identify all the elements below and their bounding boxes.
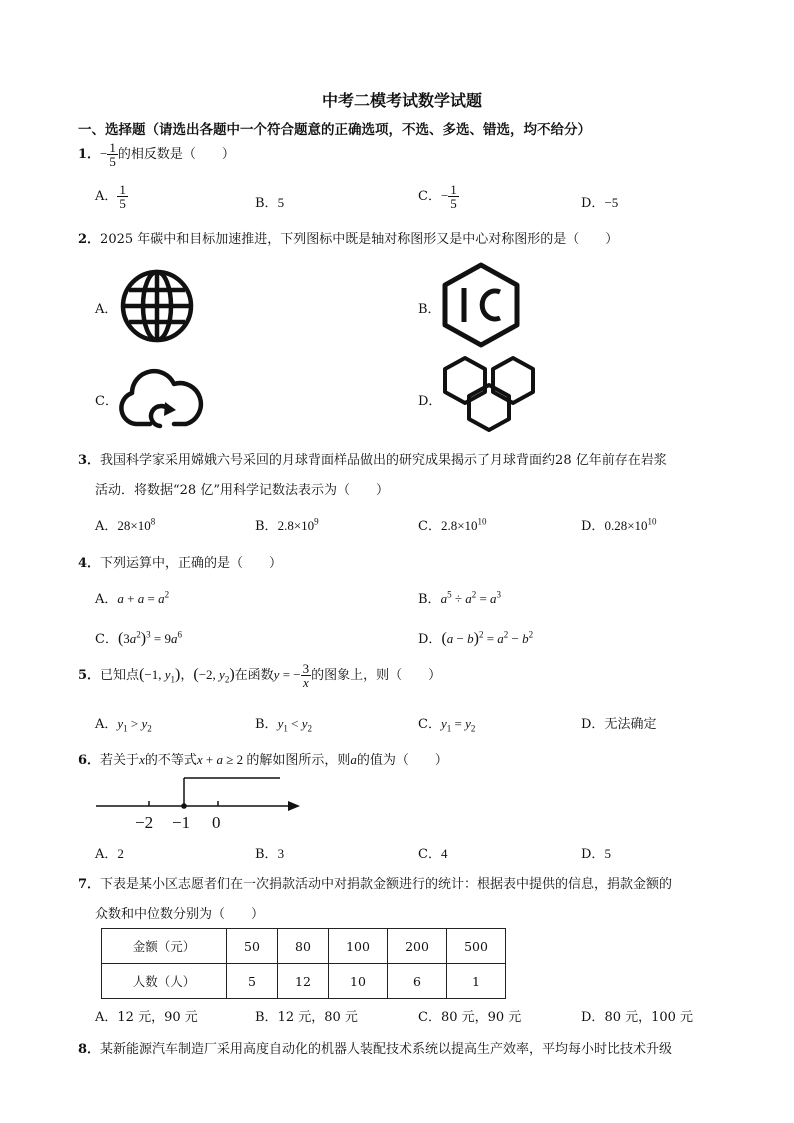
fraction bbox=[301, 662, 312, 689]
math-expression: y bbox=[164, 667, 171, 682]
math-operator: ≥ 2 bbox=[222, 752, 247, 767]
option-text: 无法确定 bbox=[604, 717, 657, 732]
math-operator: = bbox=[483, 631, 498, 646]
math-operator: = bbox=[451, 716, 466, 731]
option-label: D． bbox=[581, 847, 605, 862]
q2-option-b-label[interactable]: B． bbox=[418, 302, 441, 317]
math-expression: a bbox=[490, 591, 497, 606]
option-text: 5 bbox=[604, 846, 611, 861]
q6-option-c[interactable] bbox=[418, 843, 447, 862]
option-label: C． bbox=[418, 519, 441, 534]
numerator: 1 bbox=[109, 140, 116, 155]
table-cell: 100 bbox=[329, 929, 388, 964]
denominator: x bbox=[302, 675, 309, 690]
section-heading: 一、选择题（请选出各题中一个符合题意的正确选项，不选、多选、错选，均不给分） bbox=[78, 122, 591, 138]
page-title: 中考二模考试数学试题 bbox=[322, 91, 483, 110]
subscript: 2 bbox=[307, 723, 312, 734]
option-label: C． bbox=[418, 717, 441, 732]
math-expression: a bbox=[117, 591, 124, 606]
q3-option-b[interactable] bbox=[255, 515, 319, 534]
exponent: 9 bbox=[314, 516, 319, 527]
q3-option-d[interactable] bbox=[581, 515, 657, 534]
table-cell: 10 bbox=[329, 964, 388, 999]
q1-option-c[interactable] bbox=[418, 183, 459, 210]
option-label: D． bbox=[418, 632, 442, 647]
minus-sign: − bbox=[440, 188, 449, 203]
exponent: 2 bbox=[136, 629, 141, 640]
numerator: 3 bbox=[302, 661, 310, 676]
q6-option-d[interactable] bbox=[581, 843, 611, 862]
option-label: C． bbox=[418, 1010, 441, 1025]
q1-option-d[interactable] bbox=[581, 192, 618, 211]
number-line bbox=[94, 774, 304, 834]
question-text: 的解如图所示，则 bbox=[246, 753, 351, 768]
option-text: 2.8×10 bbox=[440, 518, 478, 533]
table-cell: 12 bbox=[278, 964, 329, 999]
option-label: D． bbox=[581, 519, 605, 534]
question-text: 的不等式 bbox=[144, 753, 197, 768]
q7-option-d[interactable] bbox=[581, 1006, 693, 1025]
exponent: 3 bbox=[146, 629, 151, 640]
fraction bbox=[117, 183, 128, 210]
table-cell: 50 bbox=[227, 929, 278, 964]
option-label: B． bbox=[255, 519, 278, 534]
question-text: 若关于 bbox=[100, 753, 140, 768]
option-text: 4 bbox=[440, 846, 448, 861]
math-expression: y bbox=[440, 716, 447, 731]
q4-option-d[interactable] bbox=[418, 628, 533, 648]
exponent: 6 bbox=[177, 629, 182, 640]
math-expression: y bbox=[273, 667, 280, 682]
question-number: 1． bbox=[78, 147, 101, 162]
paren: ( bbox=[441, 630, 447, 647]
question-text: 在函数 bbox=[234, 668, 274, 683]
denominator: 5 bbox=[450, 196, 457, 211]
math-operator: = 9 bbox=[150, 631, 171, 646]
question-stem: 某新能源汽车制造厂采用高度自动化的机器人装配技术系统以提高生产效率，平均每小时比技术升级 bbox=[100, 1042, 673, 1057]
paren: ) bbox=[229, 666, 235, 683]
option-text: 12 元，80 元 bbox=[277, 1010, 358, 1025]
option-text: 80 元，100 元 bbox=[604, 1010, 694, 1025]
table-row bbox=[102, 929, 506, 964]
table-cell: 6 bbox=[388, 964, 447, 999]
paren: ( bbox=[117, 630, 124, 647]
option-text: 80 元，90 元 bbox=[440, 1010, 522, 1025]
math-expression: a bbox=[129, 631, 137, 646]
cloud-refresh-icon bbox=[116, 364, 206, 432]
question-number: 3． bbox=[78, 453, 101, 468]
math-expression: y bbox=[301, 716, 308, 731]
exponent: 8 bbox=[150, 516, 156, 527]
math-expression: 3 bbox=[123, 631, 130, 646]
numerator: 1 bbox=[450, 182, 457, 197]
option-text: 3 bbox=[277, 846, 285, 861]
option-label: C． bbox=[95, 632, 118, 647]
q4-option-a[interactable] bbox=[95, 588, 169, 607]
subscript: 2 bbox=[147, 723, 152, 734]
math-expression: −2, bbox=[198, 667, 220, 682]
question-number: 7． bbox=[78, 877, 101, 892]
q6-option-a[interactable] bbox=[95, 843, 124, 862]
math-expression: b bbox=[467, 631, 474, 646]
q7-option-b[interactable] bbox=[255, 1006, 358, 1025]
math-expression: x bbox=[139, 752, 145, 767]
q2-option-c-label[interactable]: C． bbox=[95, 394, 118, 409]
numerator: 1 bbox=[119, 182, 126, 197]
math-expression: y bbox=[465, 716, 471, 731]
table-cell: 1 bbox=[447, 964, 506, 999]
math-operator: ÷ bbox=[451, 591, 466, 606]
question-5 bbox=[78, 662, 441, 689]
globe-icon bbox=[119, 268, 195, 344]
question-number: 8． bbox=[78, 1042, 101, 1057]
table-cell: 人数（人） bbox=[102, 964, 227, 999]
q1-option-b[interactable] bbox=[255, 192, 284, 211]
q7-option-a[interactable] bbox=[95, 1006, 198, 1025]
q3-option-a[interactable] bbox=[95, 515, 155, 534]
math-expression: y bbox=[277, 716, 284, 731]
q5-option-b[interactable] bbox=[255, 713, 312, 734]
option-label: B． bbox=[255, 196, 278, 211]
option-label: D． bbox=[581, 717, 605, 732]
exponent: 10 bbox=[647, 516, 657, 527]
q5-option-a[interactable] bbox=[95, 713, 152, 734]
math-operator: + bbox=[202, 752, 217, 767]
math-expression: −1, bbox=[144, 667, 165, 682]
question-text: 的图象上，则（ ） bbox=[311, 668, 442, 683]
exponent: 5 bbox=[447, 589, 452, 600]
option-label: B． bbox=[255, 1010, 278, 1025]
subscript: 2 bbox=[224, 674, 230, 685]
q5-option-d[interactable] bbox=[581, 713, 656, 732]
option-label: B． bbox=[255, 847, 278, 862]
math-expression: a bbox=[350, 752, 357, 767]
question-7-line1 bbox=[78, 873, 672, 892]
math-expression: x bbox=[196, 752, 203, 767]
question-number: 5． bbox=[78, 668, 101, 683]
option-label: D． bbox=[581, 196, 605, 211]
comma: ， bbox=[180, 668, 194, 683]
option-label: A． bbox=[95, 592, 118, 607]
math-expression: a bbox=[137, 591, 145, 606]
q4-option-c[interactable] bbox=[95, 628, 182, 648]
q1-option-a[interactable] bbox=[95, 183, 128, 210]
subscript: 1 bbox=[170, 674, 176, 685]
paren: ) bbox=[140, 630, 147, 647]
question-number: 4． bbox=[78, 556, 101, 571]
option-text: 12 元，90 元 bbox=[117, 1010, 198, 1025]
math-expression: a bbox=[440, 591, 448, 606]
math-expression: a bbox=[497, 631, 504, 646]
q5-option-c[interactable] bbox=[418, 713, 475, 734]
table-cell: 80 bbox=[278, 929, 329, 964]
question-8-line1 bbox=[78, 1038, 672, 1057]
exponent: 3 bbox=[496, 589, 502, 600]
math-expression: a bbox=[158, 591, 165, 606]
question-3-line2: 活动．将数据“28 亿”用科学记数法表示为（ ） bbox=[95, 483, 389, 498]
math-operator: = bbox=[144, 591, 159, 606]
question-1 bbox=[78, 141, 235, 168]
paren: ( bbox=[193, 666, 199, 683]
table-cell: 金额（元） bbox=[102, 929, 227, 964]
denominator: 5 bbox=[109, 154, 116, 169]
question-6 bbox=[78, 749, 448, 768]
option-label: C． bbox=[418, 847, 441, 862]
option-label: C． bbox=[418, 189, 441, 204]
denominator: 5 bbox=[119, 196, 126, 211]
option-label: A． bbox=[95, 189, 118, 204]
axis-label-neg2: −2 bbox=[135, 813, 154, 832]
question-text: 已知点 bbox=[100, 668, 140, 683]
question-number: 6． bbox=[78, 753, 101, 768]
math-expression: y bbox=[219, 667, 225, 682]
subscript: 1 bbox=[446, 723, 452, 734]
question-stem: 下表是某小区志愿者们在一次捐款活动中对捐款金额进行的统计：根据表中提供的信息，捐款金额的 bbox=[100, 877, 673, 892]
question-3-line1 bbox=[78, 449, 667, 468]
option-text: 5 bbox=[277, 195, 285, 210]
table-cell: 5 bbox=[227, 964, 278, 999]
question-2 bbox=[78, 228, 618, 247]
option-label: A． bbox=[95, 1010, 118, 1025]
table-row bbox=[102, 964, 506, 999]
q7-option-c[interactable] bbox=[418, 1006, 521, 1025]
option-text: 0.28×10 bbox=[604, 518, 648, 533]
math-operator: > bbox=[127, 716, 142, 731]
math-operator: + bbox=[123, 591, 138, 606]
question-stem: 的相反数是（ ） bbox=[117, 147, 235, 162]
exponent: 2 bbox=[164, 589, 170, 600]
math-expression: a bbox=[216, 752, 223, 767]
question-number: 2． bbox=[78, 232, 101, 247]
paren: ( bbox=[139, 666, 145, 683]
option-text: −5 bbox=[604, 195, 619, 210]
question-stem: 我国科学家采用嫦娥六号采回的月球背面样品做出的研究成果揭示了月球背面约28 亿年前存在岩浆 bbox=[100, 453, 667, 468]
exponent: 2 bbox=[528, 629, 534, 640]
math-expression: b bbox=[522, 631, 529, 646]
question-4 bbox=[78, 552, 282, 571]
option-text: 2.8×10 bbox=[277, 518, 315, 533]
option-text: 28×10 bbox=[117, 518, 151, 533]
option-label: B． bbox=[255, 717, 278, 732]
math-operator: − bbox=[508, 631, 523, 646]
math-expression: a bbox=[465, 591, 472, 606]
axis-label-0: 0 bbox=[212, 813, 221, 832]
option-label: A． bbox=[95, 519, 118, 534]
option-label: D． bbox=[581, 1010, 605, 1025]
math-expression: y bbox=[141, 716, 148, 731]
subscript: 1 bbox=[123, 723, 128, 734]
question-stem: 2025 年碳中和目标加速推进，下列图标中既是轴对称图形又是中心对称图形的是（ ） bbox=[100, 232, 619, 247]
math-operator: < bbox=[287, 716, 302, 731]
q3-option-c[interactable] bbox=[418, 515, 487, 534]
option-label: A． bbox=[95, 717, 118, 732]
q4-option-b[interactable] bbox=[418, 588, 501, 607]
table-cell: 500 bbox=[447, 929, 506, 964]
math-operator: = − bbox=[279, 667, 301, 682]
math-expression: a bbox=[170, 631, 178, 646]
exponent: 2 bbox=[478, 629, 484, 640]
math-operator: − bbox=[453, 631, 468, 646]
question-stem: 下列运算中，正确的是（ ） bbox=[100, 556, 283, 571]
question-text: 的值为（ ） bbox=[356, 753, 448, 768]
exponent: 2 bbox=[503, 629, 509, 640]
paren: ) bbox=[175, 666, 181, 683]
fraction bbox=[448, 183, 459, 210]
q2-option-a-label[interactable]: A． bbox=[95, 302, 118, 317]
ic-hexagon-icon bbox=[442, 262, 520, 348]
question-7-line2: 众数和中位数分别为（ ） bbox=[95, 907, 265, 922]
subscript: 1 bbox=[283, 723, 288, 734]
exponent: 2 bbox=[471, 589, 477, 600]
math-expression: y bbox=[117, 716, 124, 731]
donation-table bbox=[101, 928, 506, 999]
math-expression: a bbox=[446, 631, 454, 646]
axis-label-neg1: −1 bbox=[172, 813, 191, 832]
q6-option-b[interactable] bbox=[255, 843, 284, 862]
option-label: B． bbox=[418, 592, 441, 607]
three-hexagons-icon bbox=[441, 355, 539, 439]
q2-option-d-label[interactable]: D． bbox=[418, 394, 442, 409]
math-operator: = bbox=[476, 591, 491, 606]
fraction bbox=[107, 141, 118, 168]
table-cell: 200 bbox=[388, 929, 447, 964]
subscript: 2 bbox=[470, 723, 476, 734]
minus-sign: − bbox=[100, 146, 108, 161]
paren: ) bbox=[473, 630, 479, 647]
option-label: A． bbox=[95, 847, 118, 862]
option-text: 2 bbox=[117, 846, 124, 861]
exponent: 10 bbox=[477, 516, 487, 527]
